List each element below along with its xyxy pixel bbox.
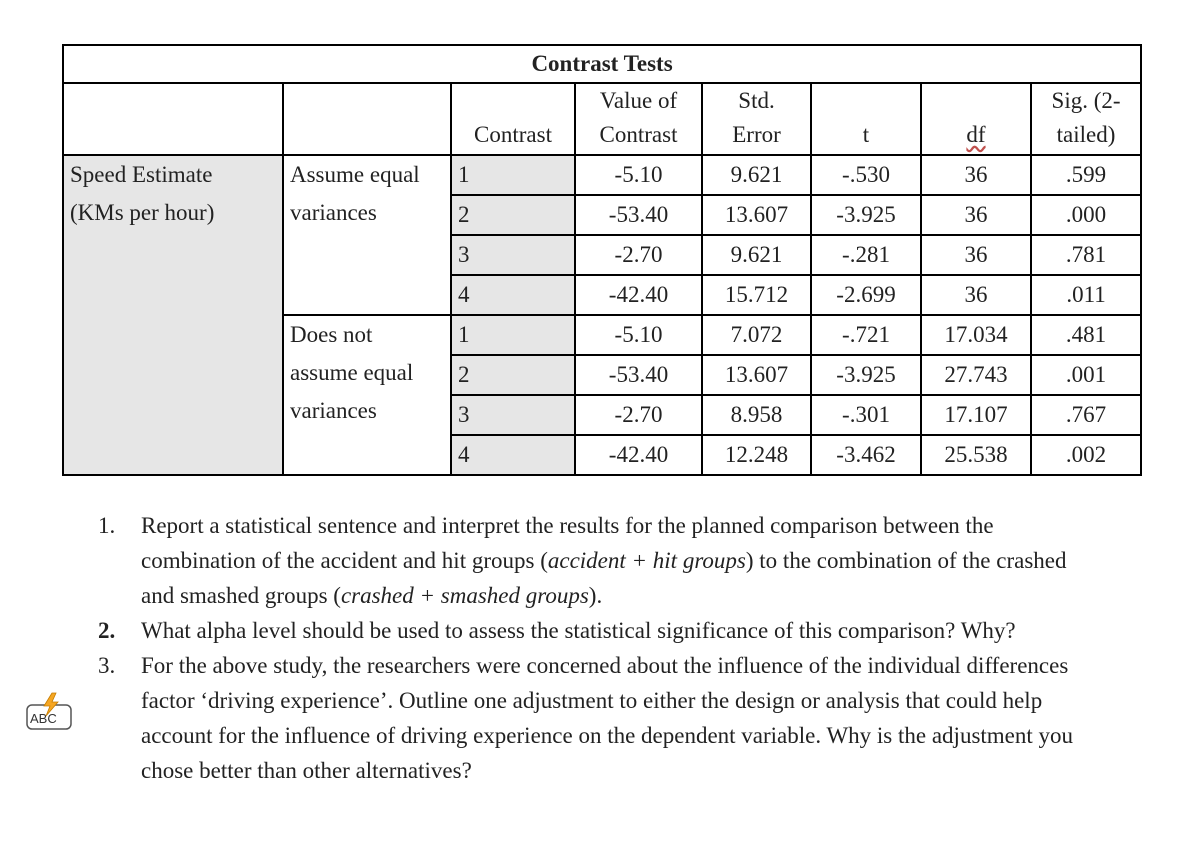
std-error-cell: 13.607 <box>702 355 811 395</box>
header-df: df <box>921 83 1031 155</box>
question-number: 1. <box>98 513 116 538</box>
value-cell: -5.10 <box>575 315 702 355</box>
contrast-tests-table <box>62 44 1142 476</box>
header-value-of-contrast: Value of Contrast <box>575 83 702 155</box>
t-cell: -3.462 <box>811 435 921 475</box>
value-cell: -2.70 <box>575 235 702 275</box>
contrast-cell: 3 <box>451 235 575 275</box>
sig-cell: .781 <box>1031 235 1141 275</box>
header-std-error: Std. Error <box>702 83 811 155</box>
std-error-cell: 7.072 <box>702 315 811 355</box>
question-1: 1. Report a statistical sentence and interpret the results for the planned comparison between the combination of the accident and hit groups (accident + hit groups) to the combination of the crashed and smashed groups (crashed + smashed groups). <box>98 508 1078 613</box>
df-cell: 27.743 <box>921 355 1031 395</box>
std-error-cell: 13.607 <box>702 195 811 235</box>
t-cell: -.530 <box>811 155 921 195</box>
svg-text:ABC: ABC <box>30 711 57 726</box>
contrast-cell: 4 <box>451 435 575 475</box>
std-error-cell: 9.621 <box>702 155 811 195</box>
header-empty-2 <box>283 83 451 155</box>
value-cell: -42.40 <box>575 435 702 475</box>
value-cell: -42.40 <box>575 275 702 315</box>
question-number: 3. <box>98 653 116 678</box>
t-cell: -.281 <box>811 235 921 275</box>
table-title: Contrast Tests <box>63 45 1141 83</box>
std-error-cell: 9.621 <box>702 235 811 275</box>
sig-cell: .011 <box>1031 275 1141 315</box>
group-label-equal-variances: Assume equal variances <box>283 155 451 315</box>
t-cell: -2.699 <box>811 275 921 315</box>
contrast-cell: 1 <box>451 155 575 195</box>
header-contrast: Contrast <box>451 83 575 155</box>
sig-cell: .767 <box>1031 395 1141 435</box>
sig-cell: .000 <box>1031 195 1141 235</box>
value-cell: -53.40 <box>575 195 702 235</box>
df-cell: 36 <box>921 275 1031 315</box>
question-2: 2. What alpha level should be used to assess the statistical significance of this comparison? Why? <box>98 613 1078 648</box>
value-cell: -53.40 <box>575 355 702 395</box>
header-sig: Sig. (2- tailed) <box>1031 83 1141 155</box>
header-t: t <box>811 83 921 155</box>
question-3: 3. For the above study, the researchers were concerned about the influence of the individual differences factor ‘driving experience’. Outline one adjustment to either the design or analysis that could help account for the influence of driving experience on the dependent variable. Why is the adjustment you chose better than other alternatives? <box>98 648 1078 788</box>
contrast-cell: 1 <box>451 315 575 355</box>
std-error-cell: 12.248 <box>702 435 811 475</box>
t-cell: -.301 <box>811 395 921 435</box>
question-number: 2. <box>98 618 116 643</box>
table-row <box>63 155 1141 195</box>
df-cell: 36 <box>921 195 1031 235</box>
df-cell: 36 <box>921 235 1031 275</box>
question-list <box>98 508 1078 788</box>
variable-label: Speed Estimate (KMs per hour) <box>63 155 283 475</box>
value-cell: -5.10 <box>575 155 702 195</box>
group-label-unequal-variances: Does not assume equal variances <box>283 315 451 475</box>
sig-cell: .001 <box>1031 355 1141 395</box>
sig-cell: .002 <box>1031 435 1141 475</box>
df-cell: 17.034 <box>921 315 1031 355</box>
sig-cell: .481 <box>1031 315 1141 355</box>
df-cell: 36 <box>921 155 1031 195</box>
df-cell: 25.538 <box>921 435 1031 475</box>
t-cell: -3.925 <box>811 195 921 235</box>
std-error-cell: 15.712 <box>702 275 811 315</box>
contrast-cell: 2 <box>451 195 575 235</box>
t-cell: -3.925 <box>811 355 921 395</box>
df-cell: 17.107 <box>921 395 1031 435</box>
contrast-cell: 3 <box>451 395 575 435</box>
contrast-cell: 4 <box>451 275 575 315</box>
sig-cell: .599 <box>1031 155 1141 195</box>
t-cell: -.721 <box>811 315 921 355</box>
std-error-cell: 8.958 <box>702 395 811 435</box>
abc-spellcheck-icon[interactable] <box>26 692 72 730</box>
value-cell: -2.70 <box>575 395 702 435</box>
header-empty-1 <box>63 83 283 155</box>
contrast-cell: 2 <box>451 355 575 395</box>
